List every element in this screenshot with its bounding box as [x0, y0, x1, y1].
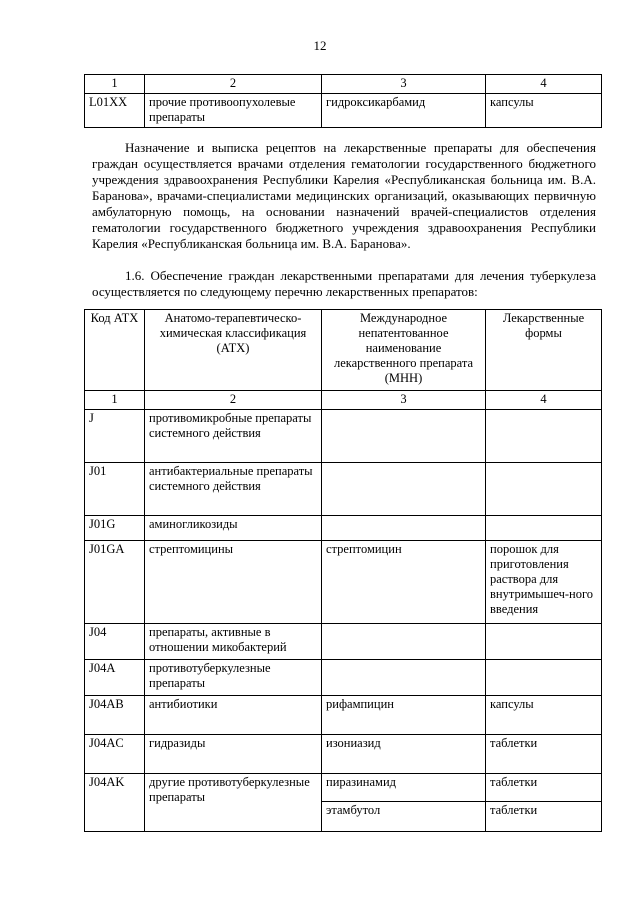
dosage-form	[486, 624, 602, 660]
dosage-form: капсулы	[486, 696, 602, 735]
column-number: 3	[322, 391, 486, 410]
dosage-form	[486, 463, 602, 516]
column-number: 1	[85, 75, 145, 94]
dosage-form: таблетки	[486, 735, 602, 774]
atx-classification: другие противотуберкулезные препараты	[145, 774, 322, 832]
atx-classification: противотуберкулезные препараты	[145, 660, 322, 696]
tuberculosis-drug-table	[84, 309, 602, 832]
page-number: 12	[313, 38, 327, 53]
mnn-name: изониазид	[322, 735, 486, 774]
table-row	[85, 410, 602, 463]
atx-classification: гидразиды	[145, 735, 322, 774]
mnn-name: этамбутол	[322, 802, 486, 832]
table-row	[85, 541, 602, 624]
drug-table-continued	[84, 74, 602, 128]
header-dosage-form: Лекарственные формы	[486, 310, 602, 391]
dosage-form	[486, 660, 602, 696]
mnn-name: рифампицин	[322, 696, 486, 735]
column-number: 2	[145, 391, 322, 410]
table-header-numbers	[85, 391, 602, 410]
atx-code: J01GA	[85, 541, 145, 624]
atx-classification: антибактериальные препараты системного действия	[145, 463, 322, 516]
table-row	[85, 516, 602, 541]
table-row	[85, 774, 602, 802]
mnn-name: гидроксикарбамид	[322, 94, 486, 128]
atx-code: J	[85, 410, 145, 463]
column-number: 4	[486, 75, 602, 94]
atx-code: J04	[85, 624, 145, 660]
atx-classification: противомикробные препараты системного действия	[145, 410, 322, 463]
header-atx-classification: Анатомо-терапевтическо-химическая классификация (АТХ)	[145, 310, 322, 391]
mnn-name: стрептомицин	[322, 541, 486, 624]
atx-code: J01G	[85, 516, 145, 541]
table-row	[85, 660, 602, 696]
column-number: 1	[85, 391, 145, 410]
mnn-name	[322, 624, 486, 660]
mnn-name	[322, 516, 486, 541]
table-row	[85, 624, 602, 660]
atx-code: J04AC	[85, 735, 145, 774]
atx-code: J04AK	[85, 774, 145, 832]
table-header	[85, 310, 602, 391]
atx-code: J01	[85, 463, 145, 516]
table-header-numbers	[85, 75, 602, 94]
dosage-form	[486, 516, 602, 541]
column-number: 3	[322, 75, 486, 94]
mnn-name	[322, 660, 486, 696]
mnn-name	[322, 410, 486, 463]
mnn-name	[322, 463, 486, 516]
atx-classification: прочие противоопухолевые препараты	[145, 94, 322, 128]
table-row	[85, 735, 602, 774]
dosage-form: таблетки	[486, 774, 602, 802]
atx-classification: препараты, активные в отношении микобактерий	[145, 624, 322, 660]
mnn-name: пиразинамид	[322, 774, 486, 802]
table-row	[85, 463, 602, 516]
header-atx-code: Код АТХ	[85, 310, 145, 391]
atx-classification: стрептомицины	[145, 541, 322, 624]
column-number: 2	[145, 75, 322, 94]
dosage-form: таблетки	[486, 802, 602, 832]
prescription-paragraph: Назначение и выписка рецептов на лекарственные препараты для обеспечения граждан осуществляется врачами отделения гематологии государственного бюджетного учреждения здравоохранения Республики Карелия «Республиканская больница им. В.А. Баранова», врачами-специалистами медицинских организаций, оказывающих первичную амбулаторную помощь, на основании назначений врачей-специалистов отделения гематологии государственного бюджетного учреждения здравоохранения Республики Карелия «Республиканская больница им. В.А. Баранова».	[92, 140, 596, 251]
header-mnn: Международное непатентованное наименование лекарственного препарата (МНН)	[322, 310, 486, 391]
atx-classification: аминогликозиды	[145, 516, 322, 541]
atx-classification: антибиотики	[145, 696, 322, 735]
atx-code: J04AB	[85, 696, 145, 735]
tuberculosis-section-paragraph: 1.6. Обеспечение граждан лекарственными препаратами для лечения туберкулеза осуществляется по следующему перечню лекарственных препаратов:	[92, 268, 596, 299]
table-row	[85, 696, 602, 735]
dosage-form: порошок для приготовления раствора для внутримышеч-ного введения	[486, 541, 602, 624]
table-row	[85, 94, 602, 128]
atx-code: J04A	[85, 660, 145, 696]
dosage-form: капсулы	[486, 94, 602, 128]
dosage-form	[486, 410, 602, 463]
atx-code: L01XX	[85, 94, 145, 128]
column-number: 4	[486, 391, 602, 410]
